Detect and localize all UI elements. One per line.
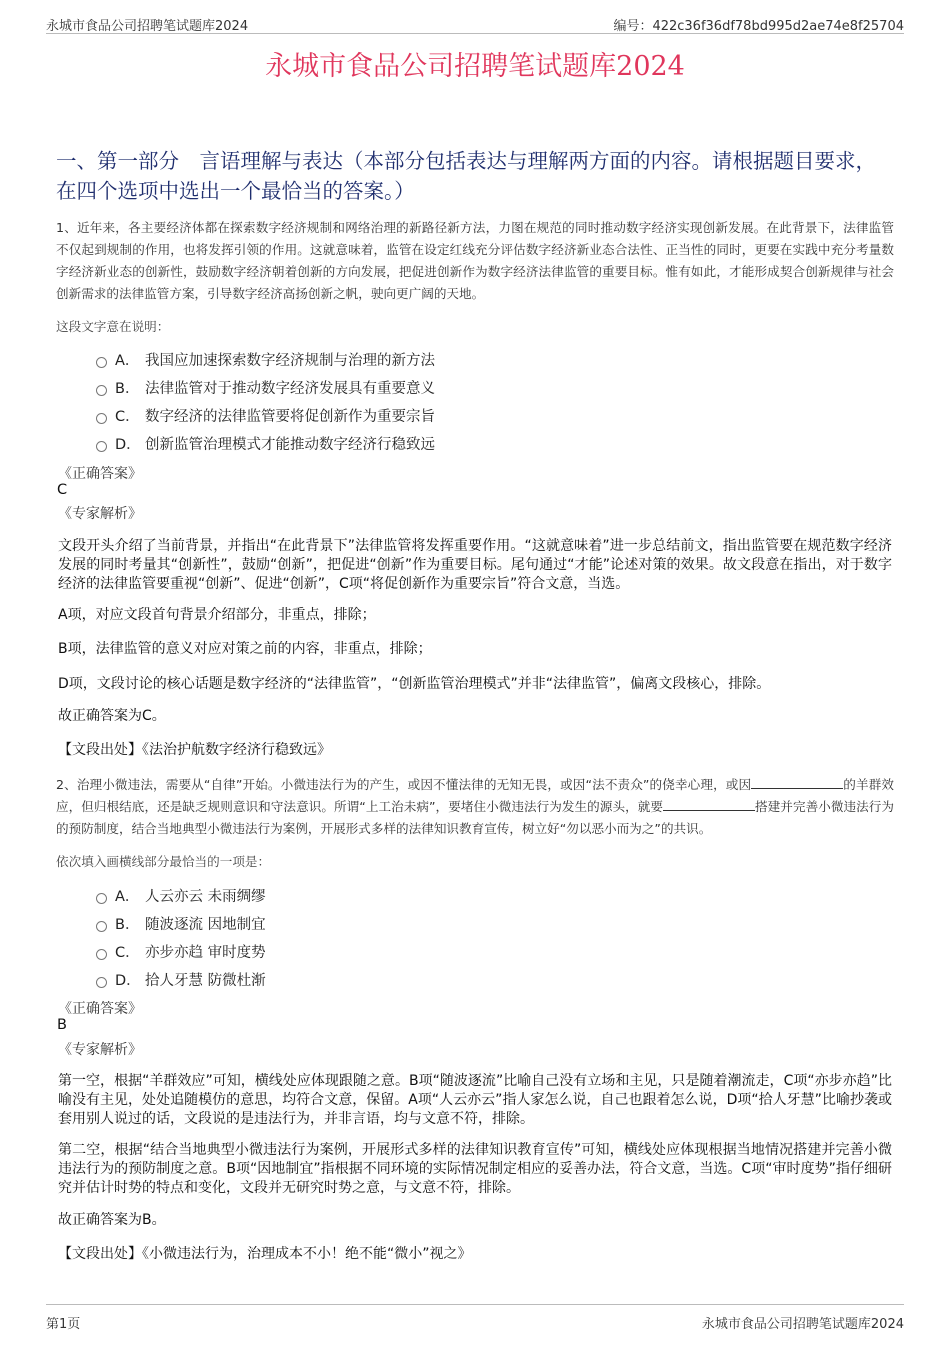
question-2-prompt: 依次填入画横线部分最恰当的一项是：: [56, 854, 271, 869]
radio-icon[interactable]: [96, 441, 107, 452]
section-heading: 一、第一部分 言语理解与表达（本部分包括表达与理解两方面的内容。请根据题目要求，在四个选项中选出一个最恰当的答案。）: [56, 149, 876, 203]
analysis-paragraph: 文段开头介绍了当前背景，并指出“在此背景下”法律监管将发挥重要作用。“这就意味着”进一步总结前文，指出监管要在规范数字经济发展的同时考量其“创新性”，鼓励“创新”，把促进“创新”作为重要目标。尾句通过“才能”论述对策的效果。故文段意在指出，对于数字经济的法律监管要重视“创新”、促进“创新”，C项“将促创新作为重要宗旨”符合文意，当选。: [58, 538, 892, 592]
page-number: 第1页: [46, 1317, 81, 1332]
analysis-paragraph: 故正确答案为C。: [58, 708, 166, 724]
radio-icon[interactable]: [96, 977, 107, 988]
analysis-paragraph: B项，法律监管的意义对应对策之前的内容，非重点，排除；: [58, 641, 432, 657]
answer-label: 《正确答案》: [58, 1001, 142, 1017]
answer-value: B: [57, 1017, 67, 1033]
source-citation: 【文段出处】《法治护航数字经济行稳致远》: [58, 742, 331, 758]
analysis-label: 《专家解析》: [58, 506, 142, 522]
radio-icon[interactable]: [96, 413, 107, 424]
radio-icon[interactable]: [96, 357, 107, 368]
analysis-paragraph: 第二空，根据“结合当地典型小微违法行为案例，开展形式多样的法律知识教育宣传”可知，横线处应体现根据当地情况搭建并完善小微违法行为的预防制度之意。B项“因地制宜”指根据不同环境的实际情况制定相应的妥善办法，符合文意，当选。C项“审时度势”指仔细研究并估计时势的特点和变化，文段并无研究时势之意，与文意不符，排除。: [58, 1142, 892, 1196]
option-b[interactable]: B． 随波逐流 因地制宜: [96, 909, 266, 937]
header-doc-title: 永城市食品公司招聘笔试题库2024: [46, 19, 249, 34]
analysis-paragraph: D项，文段讨论的核心话题是数字经济的“法律监管”，“创新监管治理模式”并非“法律监管”，偏离文段核心，排除。: [58, 676, 771, 692]
page-footer: [46, 1304, 904, 1331]
option-c[interactable]: C． 数字经济的法律监管要将促创新作为重要宗旨: [96, 401, 435, 429]
analysis-paragraph: A项，对应文段首句背景介绍部分，非重点，排除；: [58, 607, 376, 623]
radio-icon[interactable]: [96, 385, 107, 396]
answer-value: C: [57, 482, 68, 498]
answer-label: 《正确答案》: [58, 466, 142, 482]
question-2-stem: 2、治理小微违法，需要从“自律”开始。小微违法行为的产生，或因不懂法律的无知无畏，或因“法不责众”的侥幸心理，或因 的羊群效应，但归根结底，还是缺乏规则意识和守法意识。所谓“上工治未病”，要堵住小微违法行为发生的源头，就要 搭建并完善小微违法行为的预防制度，结合当地典型小微违法行为案例，开展形式多样的法律知识教育宣传，树立好“勿以恶小而为之”的共识。: [56, 777, 894, 836]
radio-icon[interactable]: [96, 949, 107, 960]
option-c[interactable]: C． 亦步亦趋 审时度势: [96, 937, 266, 965]
fill-blank: [663, 798, 755, 811]
page-header: [46, 13, 904, 34]
question-1-stem: 1、近年来，各主要经济体都在探索数字经济规制和网络治理的新路径新方法，力图在规范的同时推动数字经济实现创新发展。在此背景下，法律监管不仅起到规制的作用，也将发挥引领的作用。这就意味着，监管在设定红线充分评估数字经济新业态合法性、正当性的同时，更要在实践中充分考量数字经济新业态的创新性，鼓励数字经济朝着创新的方向发展，把促进创新作为数字经济法律监管的重要目标。惟有如此，才能形成契合创新规律与社会创新需求的法律监管方案，引导数字经济高扬创新之帆，驶向更广阔的天地。: [56, 220, 894, 301]
option-d[interactable]: D． 拾人牙慧 防微杜渐: [96, 965, 266, 993]
source-citation: 【文段出处】《小微违法行为，治理成本不小！绝不能“微小”视之》: [58, 1246, 472, 1262]
question-2-options: [96, 881, 266, 993]
header-doc-code: 编号：422c36f36df78bd995d2ae74e8f25704: [613, 19, 904, 34]
footer-doc-title: 永城市食品公司招聘笔试题库2024: [701, 1317, 904, 1332]
option-a[interactable]: A． 我国应加速探索数字经济规制与治理的新方法: [96, 345, 435, 373]
radio-icon[interactable]: [96, 921, 107, 932]
option-b[interactable]: B． 法律监管对于推动数字经济发展具有重要意义: [96, 373, 435, 401]
question-1-options: [96, 345, 435, 457]
radio-icon[interactable]: [96, 893, 107, 904]
analysis-label: 《专家解析》: [58, 1042, 142, 1058]
document-title: 永城市食品公司招聘笔试题库2024: [265, 51, 685, 82]
fill-blank: [751, 776, 843, 789]
question-1-prompt: 这段文字意在说明：: [56, 319, 170, 334]
option-a[interactable]: A． 人云亦云 未雨绸缪: [96, 881, 266, 909]
option-d[interactable]: D． 创新监管治理模式才能推动数字经济行稳致远: [96, 429, 435, 457]
analysis-paragraph: 第一空，根据“羊群效应”可知，横线处应体现跟随之意。B项“随波逐流”比喻自己没有立场和主见，只是随着潮流走，C项“亦步亦趋”比喻没有主见，处处追随模仿的意思，均符合文意，保留。A项“人云亦云”指人家怎么说，自己也跟着怎么说，D项“拾人牙慧”比喻抄袭或套用别人说过的话，文段说的是违法行为，并非言语，均与文意不符，排除。: [58, 1073, 892, 1127]
analysis-paragraph: 故正确答案为B。: [58, 1212, 166, 1228]
